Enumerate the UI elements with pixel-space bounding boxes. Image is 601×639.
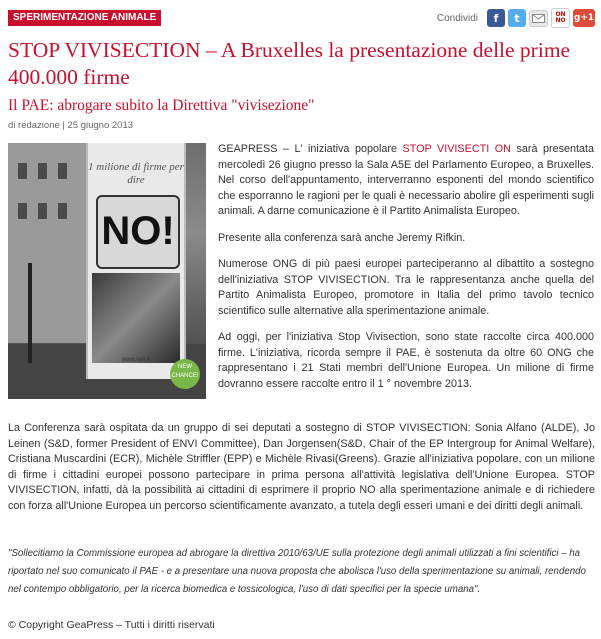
photo-window	[38, 163, 47, 179]
no-publish-bottom: NO	[555, 17, 566, 24]
copyright-notice: © Copyright GeaPress – Tutti i diritti riservati	[8, 619, 215, 631]
article-subtitle: Il PAE: abrogare subito la Direttiva "vivisezione"	[8, 97, 315, 114]
share-bar	[437, 8, 595, 28]
twitter-icon[interactable]: t	[508, 9, 526, 27]
no-publish-top: ON	[555, 11, 566, 18]
banner-url: www.lavi.it	[121, 357, 150, 363]
email-icon[interactable]	[529, 10, 548, 27]
top-bar	[8, 10, 595, 32]
article-body-full	[8, 421, 595, 514]
paragraph-1-lead: GEAPRESS – L' iniziativa popolare	[218, 143, 403, 155]
paragraph-5: La Conferenza sarà ospitata da un gruppo di sei deputati a sostegno di STOP VIVISECTION: Sonia Alfano (ALDE), Jo Leinen (S&D, former President of ENVI Committee), Dan Jorgensen(S&D, Chair of the EP Intergroup for Animal Welfare), Cristiana Muscardini (ECR), Michèle Striffler (EPP) e Michèle Rivasi(Greens). Grazie all'iniziativa popolare, con un milione di firme i cittadini europei possono partecipare in prima persona all'attività legislativa dell'Unione Europea. STOP VIVISECTION, infatti, dà la possibilità ai cittadini di esprimere il proprio NO alla sperimentazione animale e di richiedere con forza all'Unione Europea un percorso scientificamente avanzato, a tutela degli esseri umani e dei diritti degli animali.	[8, 422, 595, 512]
article-title: STOP VIVISECTION – A Bruxelles la presentazione delle prime 400.000 firme	[8, 38, 571, 89]
paragraph-1	[218, 142, 594, 220]
photo-window	[58, 163, 67, 179]
photo-banner	[86, 143, 186, 379]
category-badge[interactable]: SPERIMENTAZIONE ANIMALE	[8, 10, 161, 26]
photo-sticker: NEW CHANCE!	[170, 359, 200, 389]
article-quote: "Sollecitiamo la Commissione europea ad abrogare la direttiva 2010/63/UE sulla protezione degli animali utilizzati a fini scientifici – ha riportato nel suo comunicato il PAE - e a presentare una nuova proposta che abolisca l'uso della sperimentazione su animali, rendendo nel contempo obbligatorio, per la ricerca biomedica e tossicologica, l'uso di dati specifici per la specie umana".	[8, 548, 586, 595]
no-publish-icon[interactable]	[551, 8, 570, 28]
banner-image	[92, 273, 180, 363]
article-byline: di redazione | 25 giugno 2013	[8, 120, 134, 131]
facebook-icon[interactable]: f	[487, 9, 505, 27]
paragraph-3: Numerose ONG di più paesi europei parteciperanno al dibattito a sostegno dell'iniziativa STOP VIVISECTION. Tra le rappresentanza anche quella del Partito Animalista Europeo, promotore in Italia del primo tavolo tecnico scientifico sulle alternative alla sperimentazione animale.	[218, 258, 594, 317]
google-plus-icon[interactable]: g+1	[573, 9, 595, 27]
article-body-right	[218, 142, 594, 403]
photo-window	[58, 203, 67, 219]
banner-no-sign: NO!	[96, 195, 180, 269]
share-label: Condividi	[436, 12, 478, 24]
paragraph-4: Ad oggi, per l'iniziativa Stop Vivisection, sono state raccolte circa 400.000 firme. L'iniziativa, ricorda sempre il PAE, è sostenuta da oltre 60 ONG che rappresentano i 21 Stati membri dell'Unione Europea. Un milione di firme dovranno essere raccolte entro il 1 ° novembre 2013.	[218, 331, 594, 390]
banner-headline: 1 milione di firme per dire	[88, 161, 184, 186]
photo-window	[18, 163, 27, 179]
article-photo	[8, 143, 206, 399]
photo-window	[38, 203, 47, 219]
paragraph-1-rest: sarà presentata mercoledì 26 giugno presso la Sala A5E del Parlamento Europeo, a Bruxelles. Nel corso dell'appuntamento, interverranno esponenti del mondo scientifico che esporranno le ragioni per le quali è necessario abolire gli esperimenti sugli animali. A darne comunicazione è il Partito Animalista Europeo.	[218, 143, 594, 217]
paragraph-2: Presente alla conferenza sarà anche Jeremy Rifkin.	[218, 231, 466, 244]
photo-pole	[28, 263, 32, 363]
photo-window	[18, 203, 27, 219]
stop-vivisection-link[interactable]: STOP VIVISECTI ON	[402, 143, 511, 155]
